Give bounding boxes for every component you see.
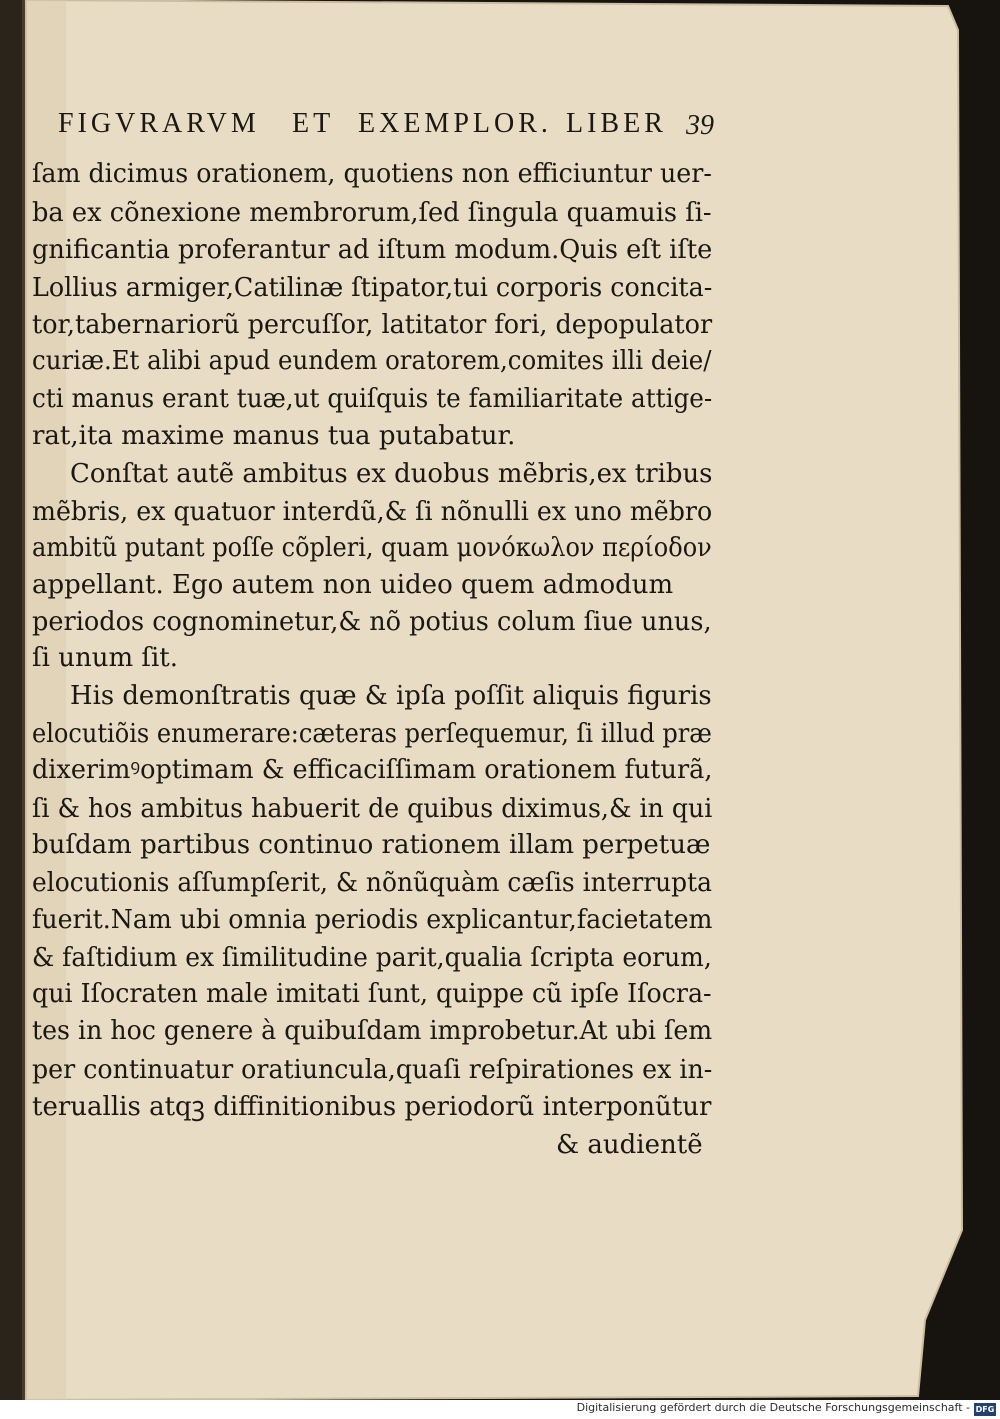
text-line: ſi unum ſit. <box>32 643 179 673</box>
text-line: teruallis atqꝫ diffinitionibus periodorũ interponũtur <box>32 1092 712 1122</box>
dfg-logo: DFG <box>975 1405 995 1414</box>
text-line: buſdam partibus continuo rationem illam perpetuæ <box>32 830 711 860</box>
text-line: elocutiõis enumerare:cæteras perſequemur, ſi illud præ <box>32 719 712 749</box>
running-title-word: ET <box>292 108 335 139</box>
text-line: tes in hoc genere à quibuſdam improbetur.At ubi ſem <box>32 1016 713 1046</box>
digitization-footer <box>0 1400 1000 1419</box>
text-line: fuerit.Nam ubi omnia periodis explicantur,facietatem <box>32 905 713 935</box>
text-line: appellant. Ego autem non uideo quem admodum <box>32 570 674 600</box>
text-line: curiæ.Et alibi apud eundem oratorem,comites illi deie/ <box>32 346 712 376</box>
text-line: ba ex cõnexione membrorum,ſed ſingula quamuis ſi- <box>32 198 712 228</box>
text-line: periodos cognominetur,& nõ potius colum ſiue unus, <box>32 607 712 637</box>
text-line: ſam dicimus orationem, quotiens non efficiuntur uer- <box>32 159 712 189</box>
running-title-word: LIBER <box>566 108 667 139</box>
running-title-word: FIGVRARVM <box>58 108 260 139</box>
running-title-word: EXEMPLOR. <box>358 108 552 139</box>
text-line: rat,ita maxime manus tua putabatur. <box>32 421 516 451</box>
text-line: mẽbris, ex quatuor interdũ,& ſi nõnulli ex uno mẽbro <box>32 497 713 527</box>
text-line: ſi & hos ambitus habuerit de quibus diximus,& in qui <box>32 794 713 824</box>
text-line: Conſtat autẽ ambitus ex duobus mẽbris,ex tribus <box>70 459 713 489</box>
footer-credit: Digitalisierung gefördert durch die Deutsche Forschungsgemeinschaft - <box>576 1401 970 1414</box>
text-line: elocutionis aſſumpſerit, & nõnũquàm cæſis interrupta <box>32 868 712 898</box>
page-number: 39 <box>686 110 714 141</box>
text-line: per continuatur oratiuncula,quaſi reſpirationes ex in- <box>32 1055 713 1085</box>
text-line: tor,tabernariorũ percuſſor, latitator fori, depopulator <box>32 310 713 340</box>
text-line: cti manus erant tuæ,ut quiſquis te familiaritate attige- <box>32 384 713 414</box>
text-line: His demonſtratis quæ & ipſa poſſit aliquis figuris <box>70 681 712 711</box>
text-line: & faſtidium ex ſimilitudine parit,qualia ſcripta eorum, <box>32 943 712 973</box>
text-line: ambitũ putant poſſe cõpleri, quam μονόκωλον περίοδον <box>32 533 712 563</box>
text-line: Lollius armiger,Catilinæ ſtipator,tui corporis concita- <box>32 273 713 303</box>
catchword: & audientẽ <box>556 1130 703 1160</box>
text-line: gnificantia proferantur ad iſtum modum.Quis eſt iſte <box>32 235 713 265</box>
text-line: qui Iſocraten male imitati ſunt, quippe cũ ipſe Iſocra- <box>32 979 712 1009</box>
text-line: dixerimꝰoptimam & efficaciſſimam orationem futurã, <box>32 755 713 785</box>
